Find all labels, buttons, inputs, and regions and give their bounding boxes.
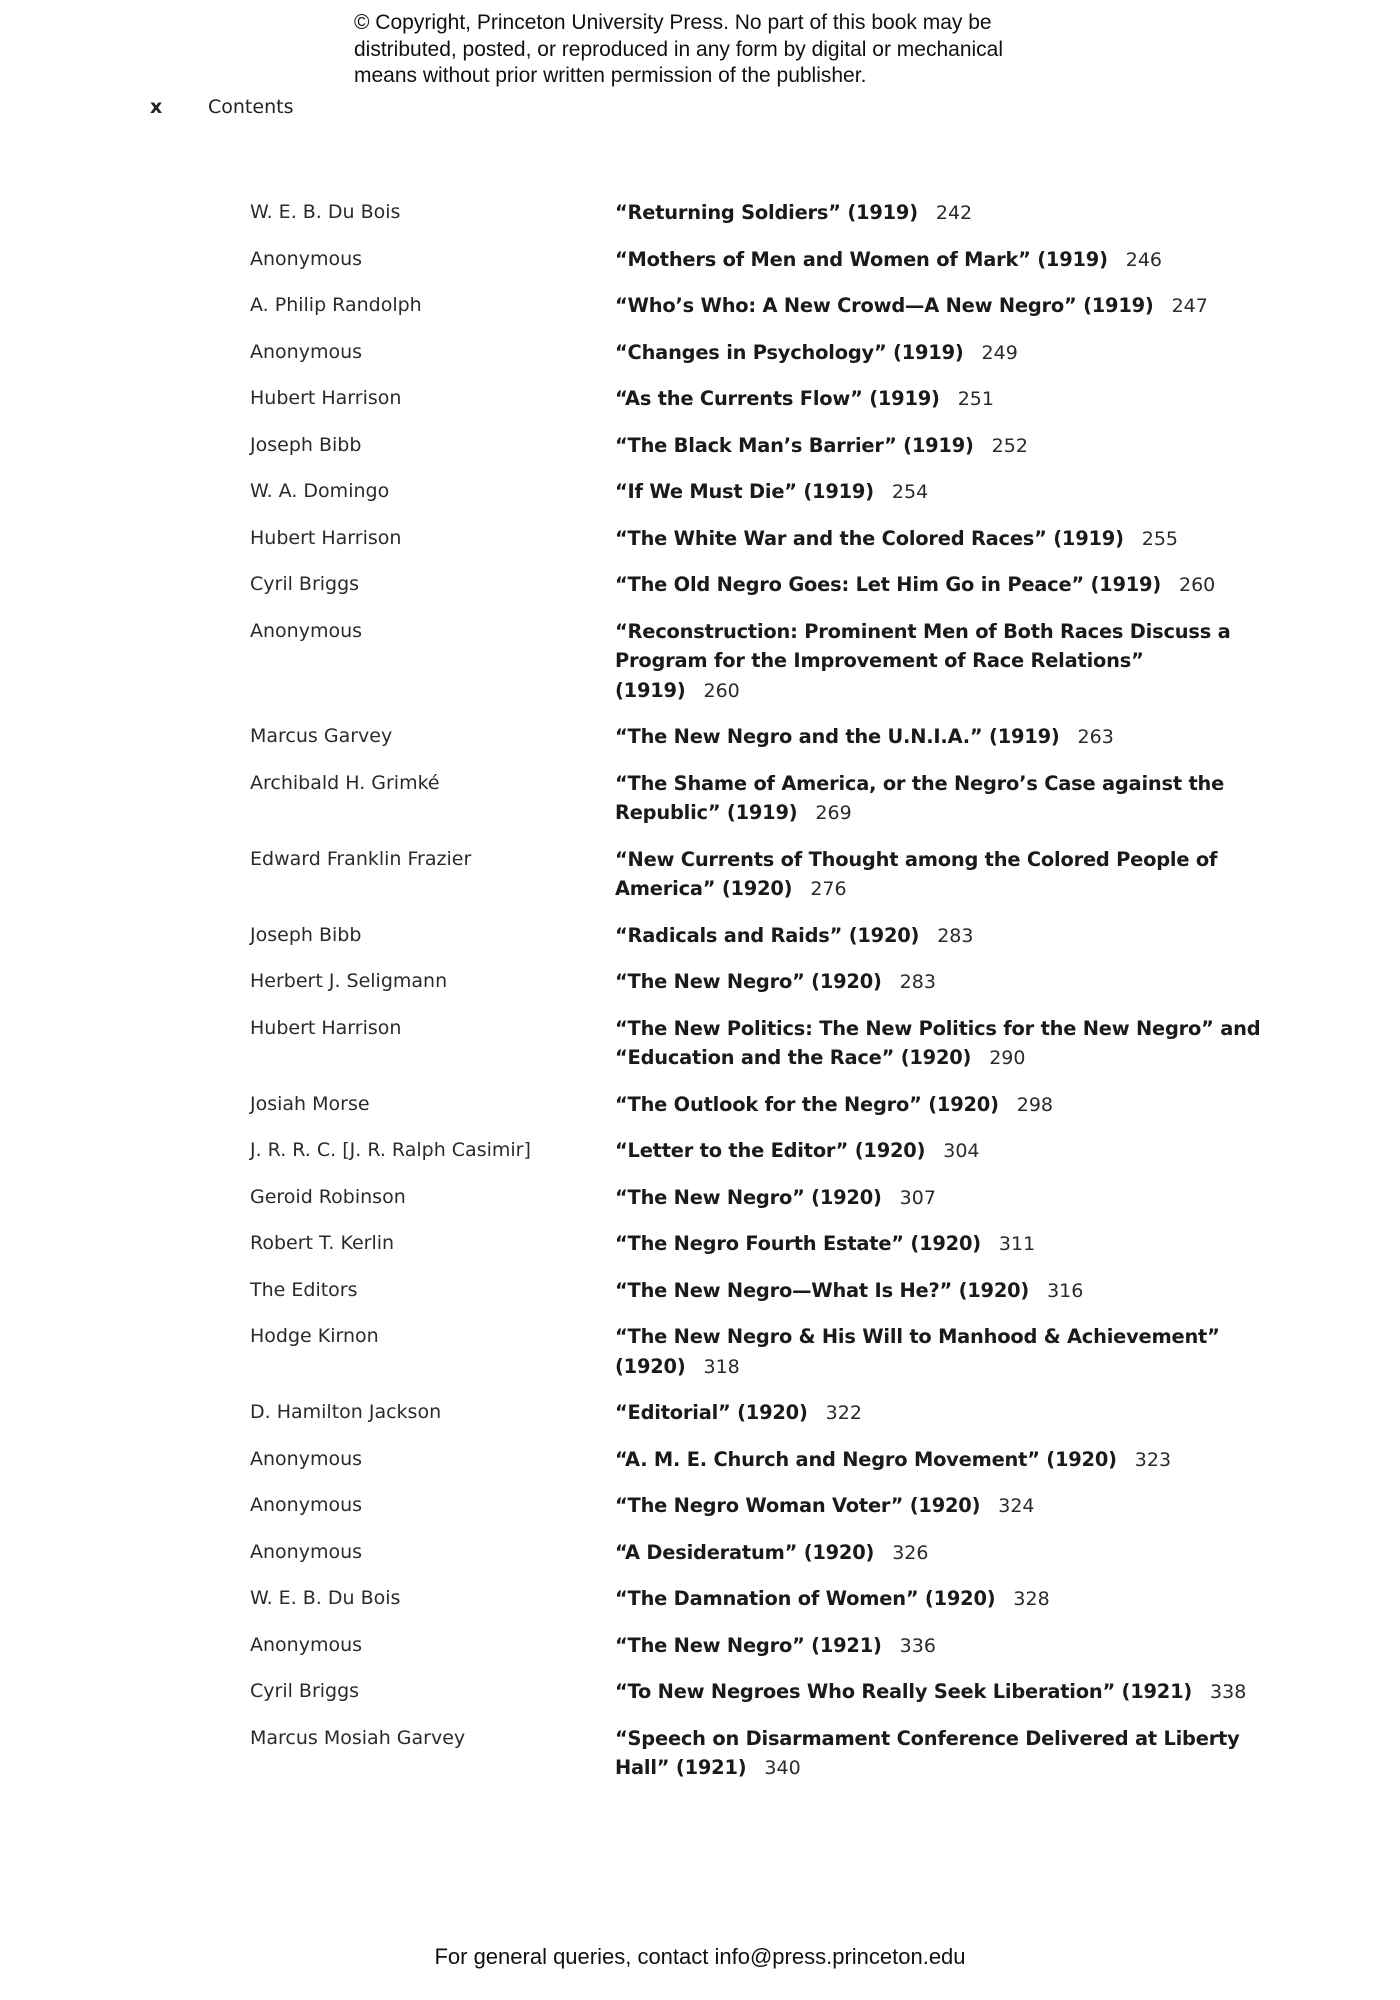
toc-title: “Mothers of Men and Women of Mark” (1919) (615, 247, 1108, 271)
toc-entry-text (615, 968, 1265, 998)
toc-title: “The Damnation of Women” (1920) (615, 1587, 996, 1610)
toc-entry (250, 922, 1250, 952)
toc-page-number: 283 (899, 971, 936, 993)
toc-title: “The New Politics: The New Politics for the New Negro” and “Education and the Race” (1920) (615, 1016, 1261, 1069)
table-of-contents (250, 199, 1261, 1801)
toc-page-number: 340 (764, 1757, 801, 1779)
page-folio: x (150, 96, 163, 118)
toc-title: “If We Must Die” (1919) (615, 480, 874, 503)
toc-title: “The Negro Fourth Estate” (1920) (615, 1232, 981, 1255)
toc-author: W. E. B. Du Bois (250, 201, 401, 223)
toc-entry-text (615, 1091, 1265, 1121)
toc-author: Geroid Robinson (250, 1185, 406, 1208)
toc-title: “The Shame of America, or the Negro’s Case against the Republic” (1919) (615, 771, 1225, 824)
toc-author: Hubert Harrison (250, 387, 402, 409)
toc-entry (250, 432, 1250, 462)
toc-page-number: 269 (815, 802, 852, 824)
toc-author: Joseph Bibb (250, 923, 362, 946)
toc-page-number: 338 (1210, 1681, 1247, 1703)
copyright-line: distributed, posted, or reproduced in any form by digital or mechanical (354, 37, 1004, 61)
toc-title: “The New Negro & His Will to Manhood & Achievement” (1920) (615, 1325, 1220, 1378)
toc-entry (250, 1725, 1250, 1784)
toc-author: Anonymous (250, 1540, 363, 1563)
toc-page-number: 336 (899, 1634, 936, 1657)
running-head-title: Contents (208, 96, 294, 118)
toc-author: A. Philip Randolph (250, 294, 422, 316)
toc-entry-text (615, 199, 1265, 229)
toc-title: “As the Currents Flow” (1919) (615, 387, 940, 410)
toc-entry-text (615, 723, 1265, 753)
toc-page-number: 304 (943, 1140, 980, 1162)
toc-page-number: 254 (891, 481, 929, 503)
toc-entry (250, 1184, 1250, 1214)
copyright-line: © Copyright, Princeton University Press. No part of this book may be (354, 11, 992, 34)
toc-author: Hubert Harrison (250, 526, 402, 549)
toc-entry-text (615, 1399, 1265, 1429)
toc-title: “The Old Negro Goes: Let Him Go in Peace” (1919) (615, 573, 1161, 596)
toc-author: Marcus Mosiah Garvey (250, 1726, 466, 1749)
toc-author: Robert T. Kerlin (250, 1232, 395, 1254)
toc-entry-text (615, 292, 1265, 322)
toc-entry (250, 1323, 1250, 1382)
toc-title: “Returning Soldiers” (1919) (615, 201, 918, 224)
toc-entry-text (615, 385, 1265, 415)
toc-author: Anonymous (250, 340, 363, 363)
toc-entry (250, 292, 1250, 322)
toc-entry (250, 770, 1250, 829)
toc-author: W. E. B. Du Bois (250, 1587, 401, 1609)
toc-title: “The Black Man’s Barrier” (1919) (615, 433, 974, 457)
toc-entry (250, 1399, 1250, 1429)
toc-entry (250, 199, 1250, 229)
toc-entry-text (615, 1585, 1265, 1615)
toc-entry-text (615, 1277, 1265, 1307)
toc-title: “The Outlook for the Negro” (1920) (615, 1092, 999, 1116)
copyright-line: means without prior written permission of the publisher. (354, 64, 867, 87)
toc-entry-text (615, 246, 1265, 276)
toc-page-number: 326 (892, 1541, 929, 1564)
toc-page-number: 276 (810, 878, 847, 900)
toc-title: “The New Negro” (1920) (615, 1185, 882, 1209)
toc-title: “Reconstruction: Prominent Men of Both Races Discuss a Program for the Improvement of Race Relations” (1919) (615, 619, 1231, 702)
toc-entry-text (615, 1230, 1265, 1260)
toc-entry (250, 1678, 1250, 1708)
toc-entry-text (615, 1678, 1265, 1708)
toc-author: Hodge Kirnon (250, 1325, 379, 1347)
toc-entry-text (615, 1323, 1265, 1382)
toc-title: “Changes in Psychology” (1919) (615, 340, 964, 364)
toc-page-number: 247 (1171, 295, 1208, 317)
toc-entry (250, 1446, 1250, 1476)
toc-entry (250, 1015, 1261, 1074)
toc-title: “A Desideratum” (1920) (615, 1540, 875, 1564)
toc-author: Cyril Briggs (250, 573, 360, 595)
toc-title: “A. M. E. Church and Negro Movement” (1920) (615, 1447, 1117, 1471)
toc-entry-text (615, 1015, 1265, 1074)
toc-author: Hubert Harrison (250, 1016, 402, 1039)
toc-author: Archibald H. Grimké (250, 771, 440, 794)
toc-page-number: 260 (1179, 574, 1216, 596)
toc-title: “The New Negro” (1921) (615, 1633, 882, 1657)
toc-title: “The New Negro—What Is He?” (1920) (615, 1278, 1030, 1302)
toc-entry (250, 1277, 1250, 1307)
toc-entry (250, 478, 1250, 508)
toc-entry-text (615, 1632, 1265, 1662)
toc-page-number: 283 (937, 924, 974, 947)
toc-entry (250, 339, 1250, 369)
toc-entry (250, 618, 1250, 707)
toc-page-number: 324 (998, 1495, 1035, 1517)
toc-page-number: 263 (1077, 726, 1114, 748)
toc-author: Herbert J. Seligmann (250, 970, 448, 992)
footer-contact: For general queries, contact info@press.princeton.edu (434, 1944, 966, 1969)
toc-page-number: 322 (825, 1402, 862, 1424)
toc-author: D. Hamilton Jackson (250, 1401, 442, 1423)
toc-entry (250, 525, 1250, 555)
toc-page-number: 252 (991, 434, 1028, 457)
toc-entry-text (615, 478, 1265, 508)
toc-title: “The New Negro and the U.N.I.A.” (1919) (615, 725, 1060, 748)
toc-page-number: 260 (703, 679, 740, 702)
toc-entry (250, 1632, 1250, 1662)
toc-author: Anonymous (250, 1494, 363, 1516)
toc-title: “Who’s Who: A New Crowd—A New Negro” (1919) (615, 294, 1154, 317)
toc-page-number: 249 (981, 341, 1018, 364)
toc-entry (250, 723, 1250, 753)
toc-page-number: 311 (998, 1233, 1036, 1255)
toc-author: Edward Franklin Frazier (250, 847, 472, 870)
toc-title: “Radicals and Raids” (1920) (615, 923, 920, 947)
toc-author: Marcus Garvey (250, 725, 393, 747)
toc-author: Josiah Morse (250, 1092, 370, 1115)
toc-page-number: 318 (703, 1355, 740, 1378)
toc-entry-text (615, 1539, 1265, 1569)
toc-author: Anonymous (250, 247, 363, 270)
toc-entry-text (615, 1137, 1265, 1167)
toc-entry (250, 1091, 1250, 1121)
toc-entry (250, 571, 1250, 601)
toc-entry-text (615, 770, 1265, 829)
toc-author: Joseph Bibb (250, 433, 362, 456)
toc-page-number: 246 (1125, 248, 1163, 271)
toc-entry-text (615, 339, 1265, 369)
toc-page-number: 323 (1134, 1448, 1172, 1471)
toc-author: Anonymous (250, 1633, 363, 1656)
toc-title: “New Currents of Thought among the Colored People of America” (1920) (615, 847, 1218, 900)
toc-title: “Speech on Disarmament Conference Delivered at Liberty Hall” (1921) (615, 1726, 1240, 1779)
toc-title: “Letter to the Editor” (1920) (615, 1139, 926, 1162)
toc-page-number: 328 (1013, 1588, 1050, 1610)
toc-page-number: 316 (1047, 1279, 1084, 1302)
toc-entry (250, 968, 1250, 998)
toc-entry (250, 1585, 1250, 1615)
toc-page-number: 298 (1016, 1093, 1054, 1116)
toc-page-number: 251 (957, 388, 994, 410)
toc-title: “The Negro Woman Voter” (1920) (615, 1494, 981, 1517)
toc-entry-text (615, 846, 1265, 905)
toc-entry-text (615, 432, 1265, 462)
toc-entry-text (615, 1184, 1265, 1214)
toc-page-number: 242 (935, 202, 973, 224)
copyright-notice (354, 10, 1074, 90)
toc-entry (250, 246, 1250, 276)
toc-page-number: 255 (1141, 527, 1179, 550)
toc-entry-text (615, 525, 1265, 555)
toc-author: The Editors (250, 1278, 358, 1301)
toc-title: “To New Negroes Who Really Seek Liberation” (1921) (615, 1680, 1193, 1703)
toc-title: “The New Negro” (1920) (615, 970, 882, 993)
toc-entry (250, 846, 1250, 905)
toc-page-number: 290 (989, 1047, 1026, 1069)
toc-entry-text (615, 1492, 1265, 1522)
toc-entry-text (615, 618, 1265, 707)
toc-entry-text (615, 1446, 1265, 1476)
toc-author: Cyril Briggs (250, 1680, 360, 1702)
toc-title: “The White War and the Colored Races” (1919) (615, 526, 1124, 550)
toc-entry (250, 385, 1250, 415)
toc-author: J. R. R. C. [J. R. Ralph Casimir] (250, 1139, 531, 1161)
toc-author: W. A. Domingo (250, 480, 390, 502)
toc-title: “Editorial” (1920) (615, 1401, 808, 1424)
toc-author: Anonymous (250, 619, 363, 642)
toc-entry-text (615, 571, 1265, 601)
toc-entry (250, 1539, 1250, 1569)
toc-entry (250, 1230, 1250, 1260)
toc-entry (250, 1492, 1250, 1522)
toc-page-number: 307 (899, 1186, 936, 1209)
toc-entry (250, 1137, 1250, 1167)
toc-entry-text (615, 922, 1265, 952)
toc-entry-text (615, 1725, 1265, 1784)
toc-author: Anonymous (250, 1447, 363, 1470)
